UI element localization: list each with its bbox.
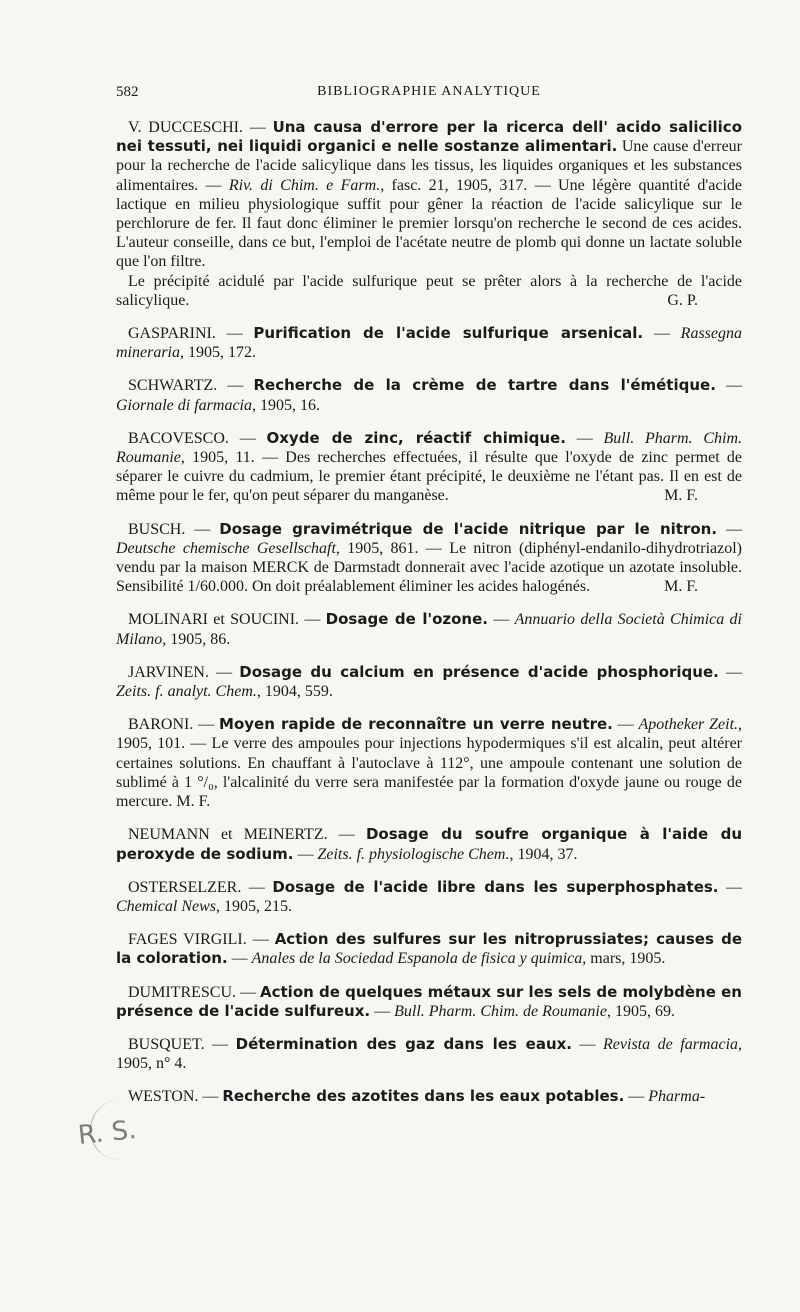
entry-title: Dosage du calcium en présence d'acide phosphorique.: [239, 662, 719, 681]
bibliography-entry: [116, 324, 742, 362]
entry-author: V. DUCCESCHI. —: [128, 119, 273, 136]
entry-title: Oxyde de zinc, réactif chimique.: [266, 428, 566, 447]
entry-author: BUSQUET. —: [128, 1035, 236, 1053]
page-number: 582: [116, 84, 139, 100]
entry-source: Rassegna mineraria: [116, 325, 742, 362]
entry-body: , 1905, 861. — Le nitron (diphényl-endanilo-dihydrotriazol) vendu par la maison MERCK de Darmstadt donnerait avec l'acide azotique un azotate insoluble. Sensibilité 1/60.000. On doit préalablement éliminer les acides halogénés.: [116, 539, 742, 596]
entry-signature: M. F.: [664, 487, 698, 505]
entry-body: , 1904, 559.: [256, 683, 333, 701]
entry-body: , 1904, 37.: [509, 845, 578, 863]
entry-title: Action de quelques métaux sur les sels de molybdène en présence de l'acide sulfureux.: [116, 982, 742, 1020]
entry-title: Recherche de la crème de tartre dans l'émétique.: [253, 376, 716, 395]
running-title: BIBLIOGRAPHIE ANALYTIQUE: [317, 84, 541, 99]
entry-title: Dosage gravimétrique de l'acide nitrique par le nitron.: [219, 519, 718, 538]
entry-separator: —: [715, 377, 742, 395]
page-header: [116, 84, 742, 110]
entry-signature: G. P.: [667, 291, 698, 309]
entry-body: , 1905, 215.: [216, 897, 292, 915]
entry-title: Moyen rapide de reconnaître un verre neutre.: [219, 715, 613, 734]
entry-body: , 1905, 69.: [606, 1002, 675, 1020]
bibliography-list: [116, 118, 742, 1107]
bibliography-entry: [116, 1035, 742, 1073]
page: [116, 84, 742, 1121]
entry-body: , fasc. 21, 1905, 317. — Une légère quantité d'acide lactique en milieu physiologique suffit pour gêner la réaction de l'acide salicylique sur le perchlorure de fer. Il faut donc éliminer le premier lorsqu'on recherche le second de ces acides. L'auteur conseille, dans ce but, l'emploi de l'acétate neutre de plomb qui donne un lactate soluble que l'on filtre.: [116, 176, 743, 271]
entry-title: Dosage de l'acide libre dans les superphosphates.: [272, 877, 719, 896]
entry-title: Recherche des azotites dans les eaux potables.: [222, 1087, 625, 1106]
entry-separator: —: [718, 663, 743, 681]
entry-separator: —: [718, 878, 743, 896]
bibliography-entry: [116, 520, 742, 597]
entry-source: Zeits. f. physiologische Chem.: [317, 845, 510, 863]
bibliography-entry: [116, 1087, 742, 1106]
handwritten-margin-note: R. S.: [76, 1115, 138, 1151]
bibliography-entry: [116, 376, 742, 414]
bibliography-entry: [116, 825, 742, 863]
entry-separator: —: [572, 1035, 604, 1053]
entry-author: BUSCH. —: [128, 520, 220, 538]
entry-body: , 1905, 101. — Le verre des ampoules pour injections hypodermiques s'il est alcalin, peut altérer certaines solutions. En chauffant à l'autoclave à 112°, une ampoule contenant une solution de sublimé à 1 °/₀, l'alcalinité du verre sera manifestée par la formation d'oxyde jaune ou rouge de mercure. M. F.: [116, 716, 743, 811]
entry-body: , 1905, 172.: [180, 344, 256, 362]
entry-separator: —: [487, 611, 515, 629]
entry-separator: —: [293, 845, 318, 863]
entry-source: Bull. Pharm. Chim. Roumanie: [116, 429, 743, 467]
entry-title: Détermination des gaz dans les eaux.: [235, 1034, 572, 1053]
entry-author: JARVINEN. —: [128, 663, 240, 681]
entry-signature: M. F.: [664, 578, 698, 596]
entry-source: Apotheker Zeit.: [638, 716, 739, 734]
entry-separator: —: [717, 520, 742, 538]
bibliography-entry: [116, 663, 742, 701]
entry-separator: —: [624, 1088, 649, 1106]
entry-author: FAGES VIRGILI. —: [128, 931, 275, 949]
entry-author: MOLINARI et SOUCINI. —: [128, 611, 326, 629]
entry-separator: —: [370, 1002, 395, 1020]
entry-title: Una causa d'errore per la ricerca dell' acido salicilico nei tessuti, nei liquidi organici e nelle sostanze alimentari.: [116, 118, 743, 156]
bibliography-entry: [116, 118, 742, 272]
entry-separator: —: [565, 429, 604, 447]
bibliography-entry: [116, 429, 742, 506]
entry-paragraph-text: Le précipité acidulé par l'acide sulfurique peut se prêter alors à la recherche de l'acide salicylique.: [116, 272, 742, 309]
entry-author: WESTON. —: [128, 1088, 223, 1106]
bibliography-entry: [116, 983, 742, 1021]
entry-title: Dosage du soufre organique à l'aide du peroxyde de sodium.: [116, 825, 742, 863]
entry-separator: —: [612, 716, 639, 734]
entry-author: NEUMANN et MEINERTZ. —: [128, 826, 366, 844]
entry-source: Chemical News: [116, 897, 216, 915]
entry-author: OSTERSELZER. —: [128, 878, 273, 896]
entry-paragraph: [116, 272, 742, 310]
entry-body: , 1905, 86.: [162, 630, 231, 648]
entry-body: , 1905, 16.: [252, 396, 320, 414]
entry-source: Revista de farmacia: [603, 1035, 739, 1053]
entry-separator: —: [643, 325, 681, 343]
entry-author: GASPARINI. —: [128, 325, 254, 343]
entry-author: BACOVESCO. —: [128, 429, 267, 447]
bibliography-entry: [116, 930, 742, 968]
entry-author: BARONI. —: [128, 716, 220, 734]
bibliography-entry: [116, 715, 742, 811]
entry-author: SCHWARTZ. —: [128, 377, 254, 395]
entry-source: Bull. Pharm. Chim. de Roumanie: [394, 1002, 607, 1020]
entry-body: , mars, 1905.: [582, 950, 666, 968]
bibliography-entry: [116, 610, 742, 648]
entry-title: Purification de l'acide sulfurique arsenical.: [253, 324, 644, 343]
entry-source: Deutsche chemische Gesellschaft: [116, 539, 336, 557]
entry-source: Giornale di farmacia: [116, 396, 252, 414]
entry-source: Riv. di Chim. e Farm.: [228, 176, 381, 194]
bibliography-entry: [116, 878, 742, 916]
entry-title: Action des sulfures sur les nitroprussiates; causes de la coloration.: [116, 930, 743, 968]
entry-title: Dosage de l'ozone.: [325, 610, 488, 629]
entry-body: , 1905, 11. — Des recherches effectuées, il résulte que l'oxyde de zinc permet de séparer le cuivre du cadmium, le premier étant précipité, le deuxième ne l'étant pas. Il en est de même pour le fer, qu'on peut séparer du manganèse.: [116, 449, 742, 505]
entry-source: Pharma-: [648, 1088, 706, 1106]
entry-separator: —: [227, 950, 252, 968]
entry-source: Zeits. f. analyt. Chem.: [116, 683, 257, 701]
entry-source: Annuario della Società Chimica di Milano: [116, 611, 742, 648]
entry-separator: Une cause d'erreur pour la recherche de l'acide salicylique dans les tissus, les liquides organiques et les substances alimentaires. —: [116, 138, 742, 194]
entry-source: Anales de la Sociedad Espanola de fisica y quimica: [251, 950, 583, 968]
entry-body: , 1905, n° 4.: [116, 1035, 743, 1073]
entry-author: DUMITRESCU. —: [128, 983, 261, 1001]
